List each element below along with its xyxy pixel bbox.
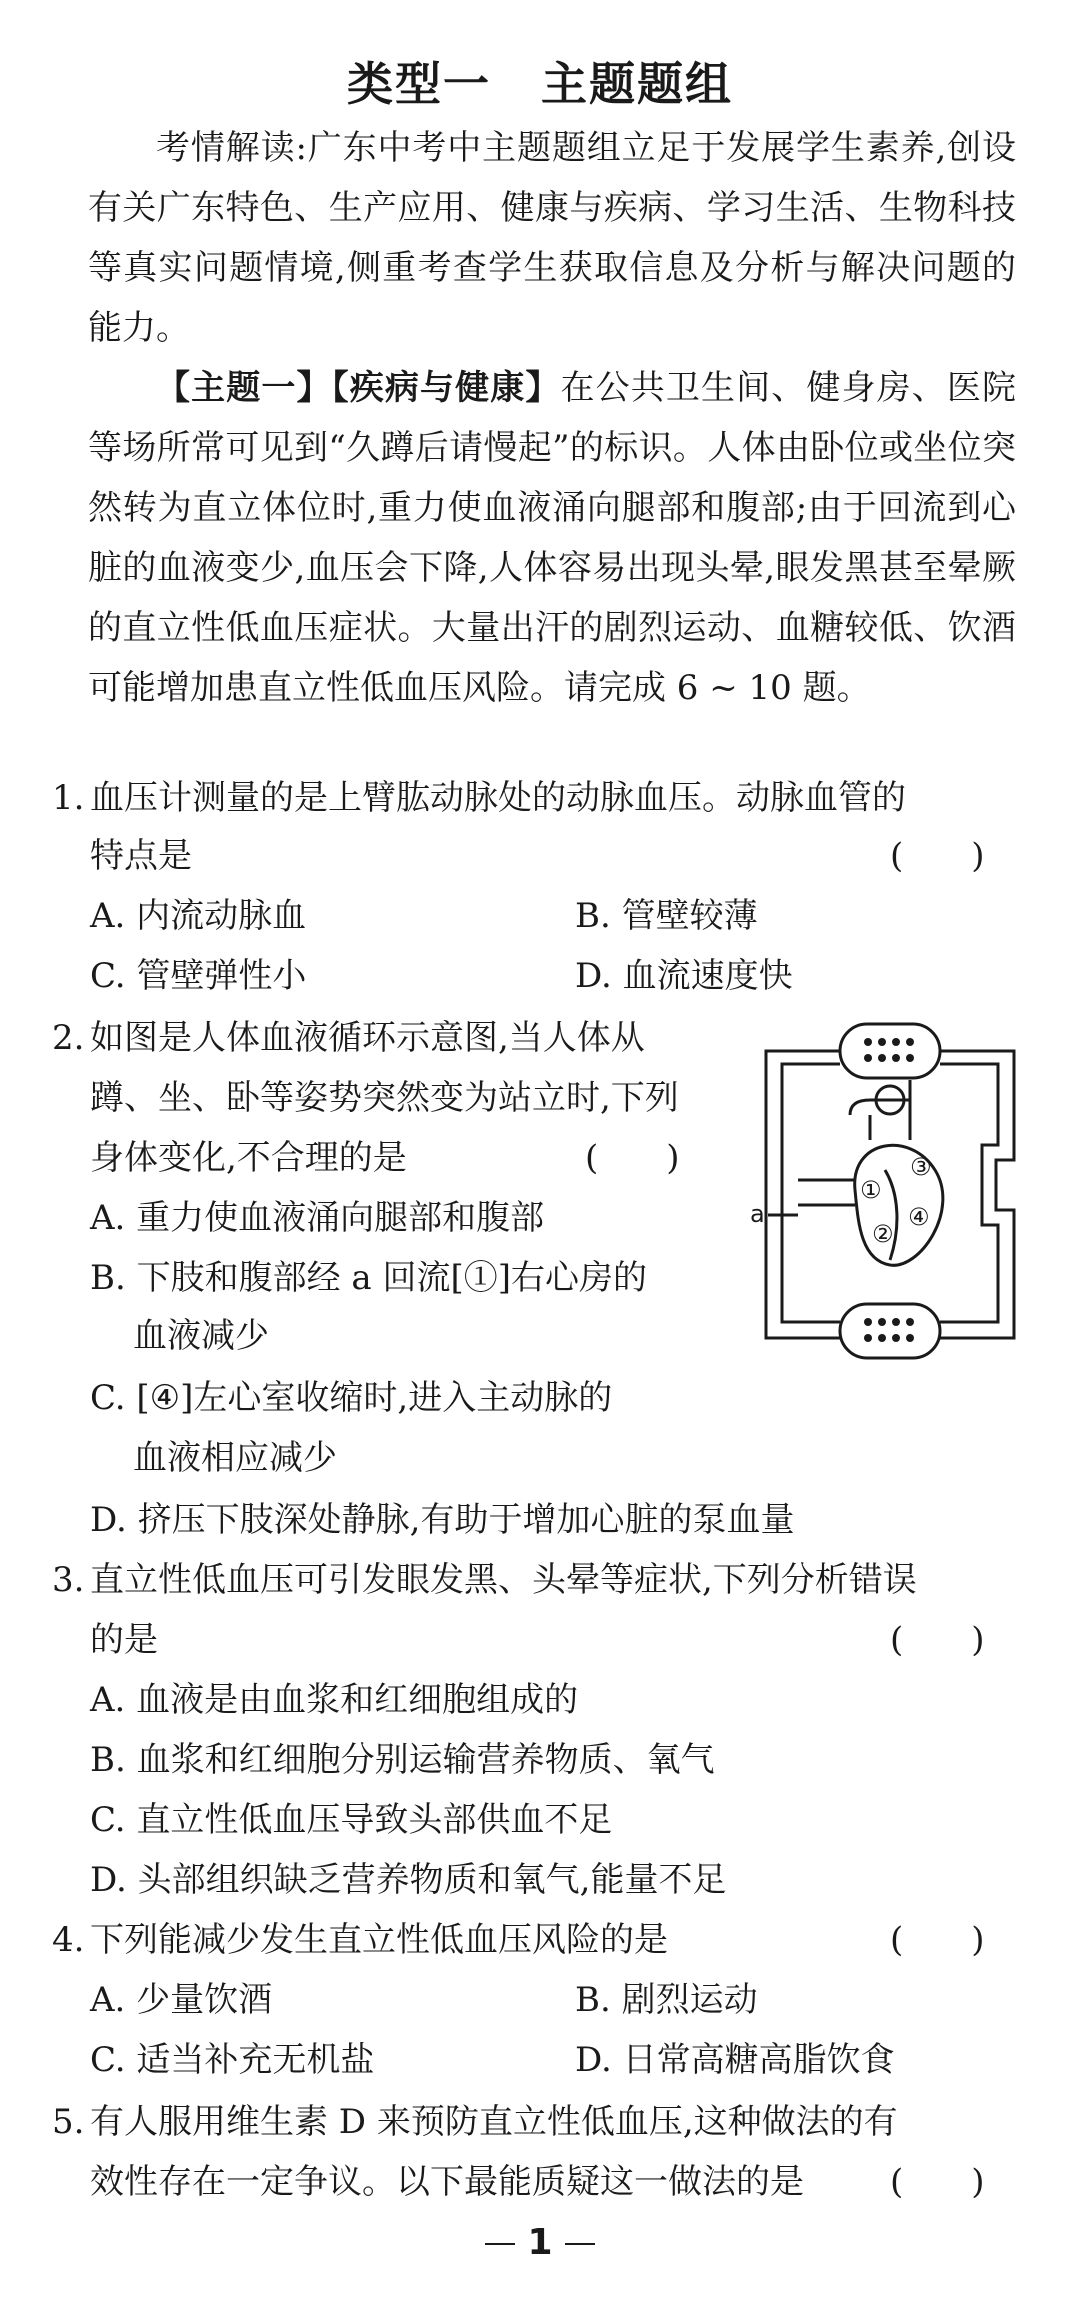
option-d: D. 血流速度快	[575, 956, 793, 996]
option-c: C. 直立性低血压导致头部供血不足	[90, 1800, 613, 1840]
question-number: 3.	[52, 1560, 85, 1600]
outer-vessel	[766, 1051, 840, 1338]
theme-paragraph	[88, 358, 1016, 718]
option-b-cont: 血液减少	[133, 1316, 269, 1356]
question-text: 下列能减少发生直立性低血压风险的是	[90, 1920, 668, 1960]
question-number: 4.	[52, 1920, 85, 1960]
answer-blank[interactable]: ( )	[585, 1138, 680, 1178]
theme-topic: 【疾病与健康】	[331, 368, 561, 408]
answer-blank[interactable]: ( )	[890, 836, 985, 876]
theme-tag: 【主题一】	[156, 368, 332, 408]
section-title-name: 主题题组	[541, 57, 733, 111]
option-c: C. 管壁弹性小	[90, 956, 307, 996]
label-a: a	[750, 1200, 765, 1228]
option-c: C. [④]左心室收缩时,进入主动脉的	[90, 1378, 613, 1418]
inner-vessel	[782, 1064, 840, 1322]
option-a: A. 少量饮酒	[90, 1980, 273, 2020]
lower-capillary	[840, 1304, 940, 1358]
question-number: 5.	[52, 2102, 85, 2142]
option-d: D. 挤压下肢深处静脉,有助于增加心脏的泵血量	[90, 1500, 795, 1540]
circulation-diagram	[750, 1020, 1020, 1360]
answer-blank[interactable]: ( )	[890, 1920, 985, 1960]
inner-vessel-right	[940, 1064, 998, 1322]
section-title-type: 类型一	[347, 57, 491, 111]
option-b: B. 血浆和红细胞分别运输营养物质、氧气	[90, 1740, 715, 1780]
intro-paragraph: 考情解读:广东中考中主题题组立足于发展学生素养,创设有关广东特色、生产应用、健康与疾病、学习生活、生物科技等真实问题情境,侧重考查学生获取信息及分析与解决问题的能力。	[88, 128, 1016, 348]
option-d: D. 日常高糖高脂饮食	[575, 2040, 895, 2080]
question-text: 效性存在一定争议。以下最能质疑这一做法的是	[90, 2162, 804, 2202]
theme-text: 在公共卫生间、健身房、医院等场所常可见到“久蹲后请慢起”的标识。人体由卧位或坐位突然转为直立体位时,重力使血液涌向腿部和腹部;由于回流到心脏的血液变少,血压会下降,人体容易出现头晕,眼发黑甚至晕厥的直立性低血压症状。大量出汗的剧烈运动、血糖较低、饮酒可能增加患直立性低血压风险。请完成 6 ~ 10 题。	[88, 368, 1016, 708]
option-c: C. 适当补充无机盐	[90, 2040, 375, 2080]
label-right-atrium: ①	[860, 1176, 882, 1204]
option-b: B. 管壁较薄	[575, 896, 758, 936]
question-text: 特点是	[90, 836, 192, 876]
question-text: 直立性低血压可引发眼发黑、头晕等症状,下列分析错误	[90, 1560, 917, 1600]
answer-blank[interactable]: ( )	[890, 2162, 985, 2202]
upper-capillary	[840, 1024, 940, 1078]
section-title	[0, 48, 1080, 114]
option-d: D. 头部组织缺乏营养物质和氧气,能量不足	[90, 1860, 727, 1900]
option-a: A. 血液是由血浆和红细胞组成的	[90, 1680, 579, 1720]
outer-vessel-right	[940, 1051, 1014, 1338]
question-number: 1.	[52, 778, 85, 818]
question-text: 有人服用维生素 D 来预防直立性低血压,这种做法的有	[90, 2102, 898, 2142]
option-b: B. 下肢和腹部经 a 回流[①]右心房的	[90, 1258, 648, 1298]
question-text: 如图是人体血液循环示意图,当人体从	[90, 1018, 645, 1058]
option-a: A. 重力使血液涌向腿部和腹部	[90, 1198, 545, 1238]
question-text: 蹲、坐、卧等姿势突然变为站立时,下列	[90, 1078, 679, 1118]
option-b: B. 剧烈运动	[575, 1980, 758, 2020]
question-text: 的是	[90, 1620, 158, 1660]
answer-blank[interactable]: ( )	[890, 1620, 985, 1660]
question-text: 血压计测量的是上臂肱动脉处的动脉血压。动脉血管的	[90, 778, 906, 818]
label-left-atrium: ③	[910, 1153, 932, 1181]
label-left-ventricle: ④	[908, 1203, 930, 1231]
page-number-value: 1	[527, 2222, 553, 2263]
question-number: 2.	[52, 1018, 85, 1058]
label-right-ventricle: ②	[872, 1220, 894, 1248]
question-text: 身体变化,不合理的是	[90, 1138, 407, 1178]
option-a: A. 内流动脉血	[90, 896, 307, 936]
page-number	[0, 2222, 1080, 2263]
option-c-cont: 血液相应减少	[133, 1438, 337, 1478]
